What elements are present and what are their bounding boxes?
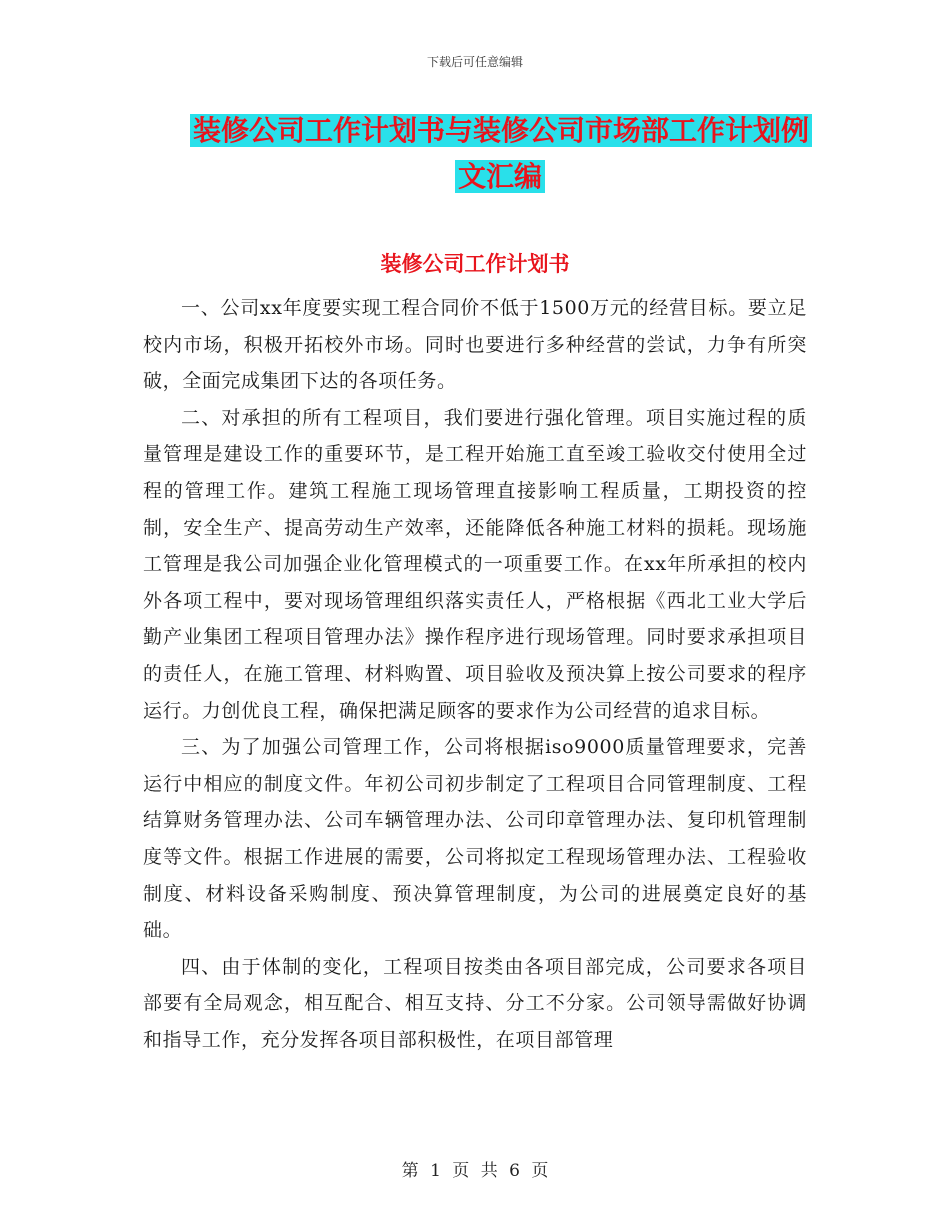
page-number: 第 1 页 共 6 页 [401,1161,549,1181]
page-header-note: 下载后可任意编辑 [426,55,523,69]
document-body [143,290,807,1058]
paragraph-4: 四、由于体制的变化，工程项目按类由各项目部完成，公司要求各项目部要有全局观念，相互配合、相互支持、分工不分家。公司领导需做好协调和指导工作，充分发挥各项目部积极性，在项目部管理 [143,955,807,1051]
document-title-text: 装修公司工作计划书与装修公司市场部工作计划例文汇编 [190,114,812,193]
document-title [190,108,810,200]
paragraph-2: 二、对承担的所有工程项目，我们要进行强化管理。项目实施过程的质量管理是建设工作的重要环节，是工程开始施工直至竣工验收交付使用全过程的管理工作。建筑工程施工现场管理直接影响工程质量，工期投资的控制，安全生产、提高劳动生产效率，还能降低各种施工材料的损耗。现场施工管理是我公司加强企业化管理模式的一项重要工作。在xx年所承担的校内外各项工程中，要对现场管理组织落实责任人，严格根据《西北工业大学后勤产业集团工程项目管理办法》操作程序进行现场管理。同时要求承担项目的责任人，在施工管理、材料购置、项目验收及预决算上按公司要求的程序运行。力创优良工程，确保把满足顾客的要求作为公司经营的追求目标。 [143,406,807,722]
section-title: 装修公司工作计划书 [380,252,570,276]
paragraph-1: 一、公司xx年度要实现工程合同价不低于1500万元的经营目标。要立足校内市场，积极开拓校外市场。同时也要进行多种经营的尝试，力争有所突破，全面完成集团下达的各项任务。 [143,297,807,393]
paragraph-3: 三、为了加强公司管理工作，公司将根据iso9000质量管理要求，完善运行中相应的制度文件。年初公司初步制定了工程项目合同管理制度、工程结算财务管理办法、公司车辆管理办法、公司印章管理办法、复印机管理制度等文件。根据工作进展的需要，公司将拟定工程现场管理办法、工程验收制度、材料设备采购制度、预决算管理制度，为公司的进展奠定良好的基础。 [143,736,807,942]
